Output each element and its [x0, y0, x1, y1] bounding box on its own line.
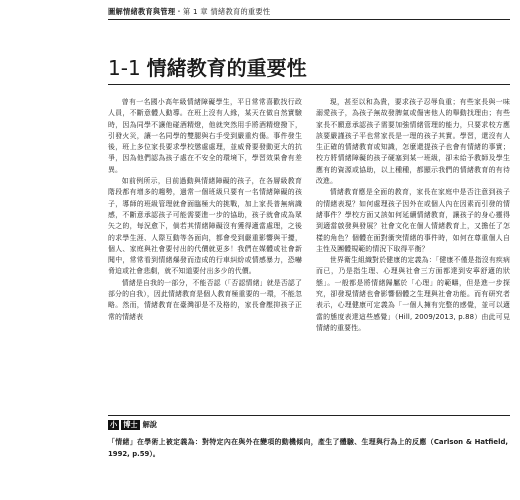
paragraph: 現，甚至以和為貴，要求孩子忍辱負重；有些家長與一味溺愛孩子，為孩子無故發脾氣或傷害他人的舉動找理由；有些家長不願意承認孩子需要加強情緒管理的能力，只要求校方應該要嚴謹孩子平也常家長是一理的孩子其實。學習，還沒有人生正確的情緒教育或知識，怎麼還提孩子也會有情緒的事實；校方將情緒障礙的孩子硬塞到某一班級，卻未給予教師及學生應有的資源或協助，以上種種，都顯示我們的情緒教育的有待改進。 [316, 98, 510, 186]
paragraph: 曾有一名國小高年級情緒障礙學生，平日常常喜歡找行政人員，不斷意體人動導。在班上沒有人緣，某天在做自然實驗時，因為同學不讓他碰酒精燈，他就突然用手將酒精燈撥下，引發火災，讓一名同學的雙腿與右手受到嚴重灼傷。事件發生後，班上多位家長要求學校懲處處理，並威脅要發動更大的抗爭，因為他們認為孩子處在不安全的環境下，學習效果會有差異。 [108, 98, 302, 174]
paragraph: 情緒教育應是全面的教育，家長在家庭中是否注意到孩子的情緒表現？如何處理孩子因外在或個人內在因素而引發的情緒事件？學校方面又該如何延續情緒教育，讓孩子的身心靈得到適當啟發與發展？社會文化在個人情緒教育上，又擔任了怎樣的角色？個體在面對衝突情緒的事件時，如何在尊重個人自主性及團體規範的情況下取得平衡？ [316, 188, 510, 253]
running-header [108, 7, 270, 17]
paragraph: 世界衛生組織對於健康的定義為：「健康不僅是指沒有疾病而已，乃是指生理、心理與社會三方面都達到安寧舒適的狀態」。一般都是將情緒歸屬於「心理」的範疇，但是進一步探究，卻發現情緒也會影響個體之生理與社會功能。而有研究者表示，心理健康可定義為「一個人擁有完整的感覺，並可以適當的態度表達這些感覺」（Hill, 2009/2013, p.88）由此可見情緒的重要性。 [316, 256, 510, 332]
mini-mark: 小 [110, 420, 118, 429]
section-number: 1-1 [108, 56, 141, 80]
header-rule [108, 19, 510, 20]
sidebar-rule [108, 415, 510, 416]
mini-highlight: 博士 [123, 420, 138, 429]
text-column-left [108, 97, 302, 405]
section-title [108, 52, 307, 81]
text-column-right [316, 97, 510, 405]
paragraph: 如前例所示，目前過動與情緒障礙的孩子，在各層級教育階段都有增多的趨勢，過常一個班級只要有一名情緒障礙的孩子，導師的班級管理就會面臨極大的挑戰，加上家長普無病識感，不斷意承認孩子可能需要進一步的協助，孩子就會成為眾矢之的，每況愈下，倘若其情緒障礙沒有獲得適當處理，之後的求學生涯、人際互動等各面向，都會受到嚴重影響與干擾，個人、家庭與社會要付出的代價就更多！我們在媒體或社會新聞中，常常看到情緒爆發而造成的行車糾紛或情感暴力，恐嚇脅迫或社會悲劇，就不知道要付出多少的代價。 [108, 177, 302, 276]
mini-doctor-text: 「情緒」在學術上被定義為：對特定內在與外在變項的動機傾向，產生了體驗、生理與行為上的反應（Carlson & Hatfield, 1992, p.59）。 [108, 438, 508, 458]
header-separator: ・ [175, 7, 183, 16]
chapter-title: 第 1 章 情緒教育的重要性 [182, 7, 271, 16]
book-title: 圖解情緒教育與管理 [108, 7, 176, 16]
mini-label: 解說 [142, 420, 157, 429]
section-heading: 情緒教育的重要性 [146, 56, 307, 80]
mini-doctor-title [108, 420, 157, 430]
paragraph: 情緒是自我的一部分，不能否認（「否認情緒」就是否認了部分的自我），因此情緒教育是個人教育極重要的一環，不能忽略。然而，情緒教育在臺灣卻是不及格的，家長會壓抑孩子正常的情緒表 [108, 278, 302, 321]
title-rule [108, 84, 510, 85]
